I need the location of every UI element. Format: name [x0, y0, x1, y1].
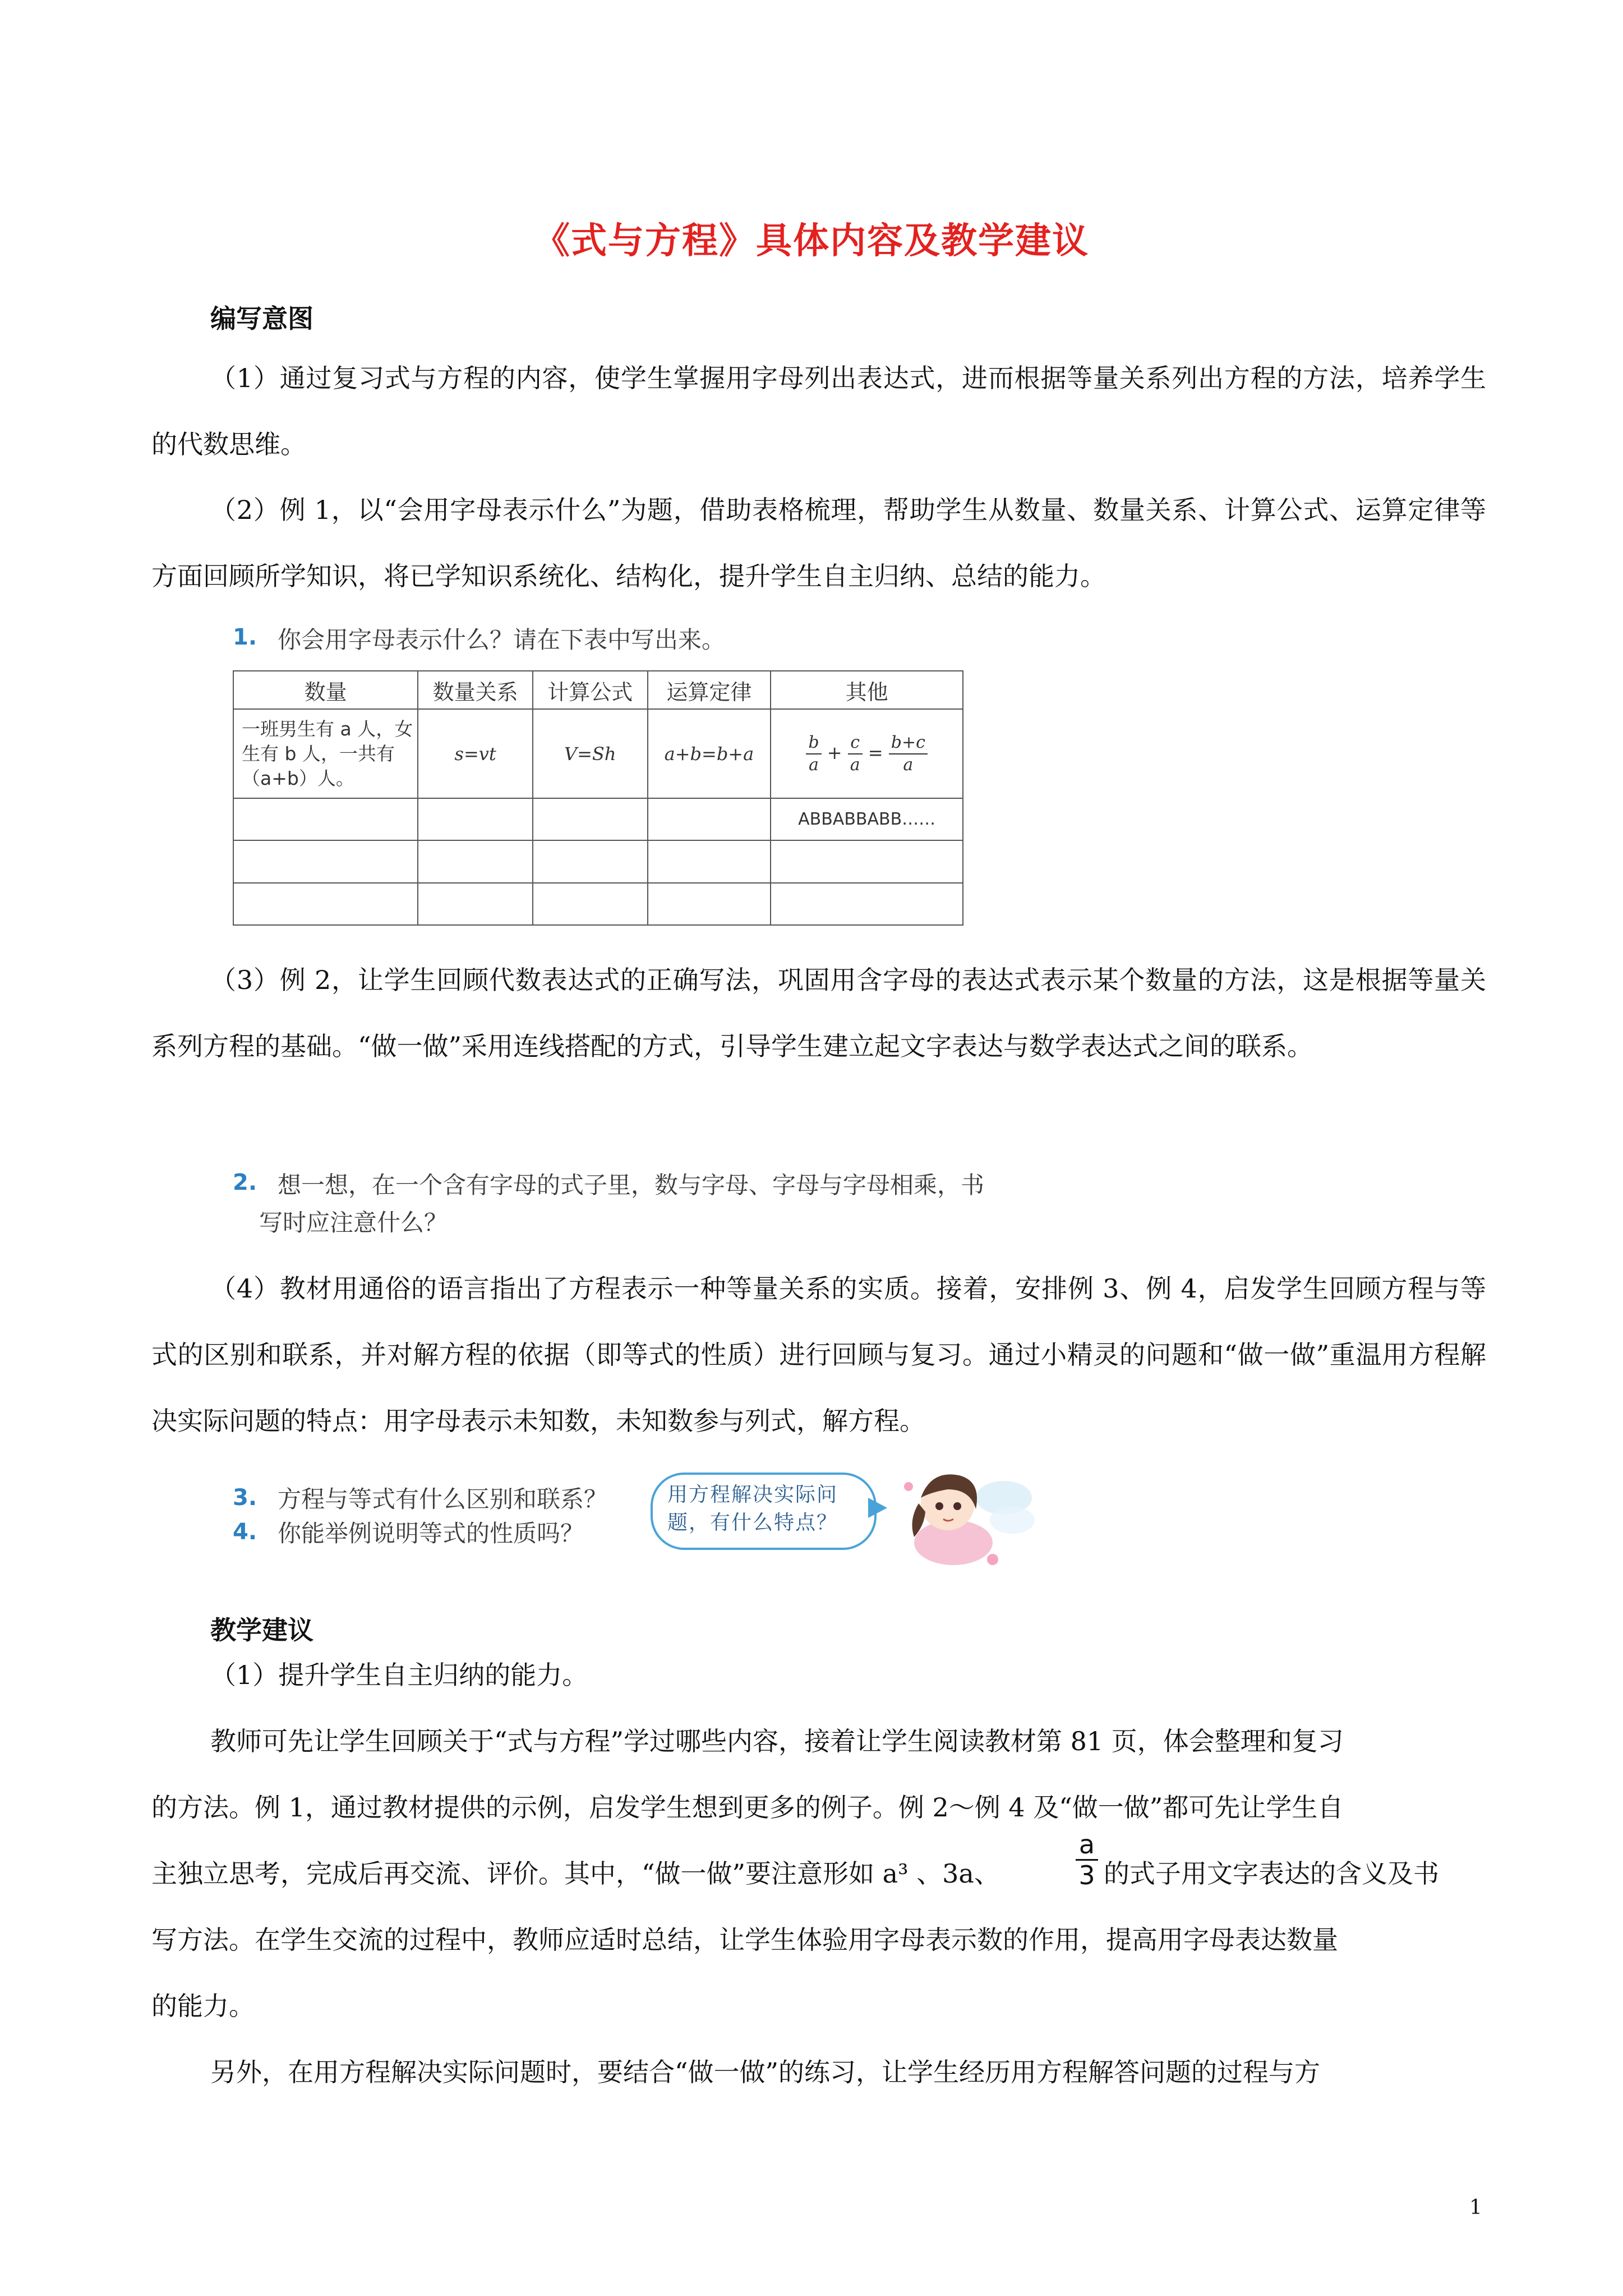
paragraph-5-line3b: 的式子用文字表达的含义及书	[1104, 1858, 1439, 1889]
table-header-cell: 运算定律	[648, 671, 771, 709]
table-header-cell: 数量	[233, 671, 418, 709]
paragraph-1	[151, 345, 1486, 477]
elf-character-icon	[892, 1458, 1038, 1582]
paragraph-1-text: （1）通过复习式与方程的内容，使学生掌握用字母列出表达式，进而根据等量关系列出方程的方法，培养学生的代数思维。	[151, 363, 1486, 459]
exercise-number: 4.	[233, 1519, 257, 1545]
speech-bubble-text: 用方程解决实际问题，有什么特点？	[667, 1483, 838, 1534]
paragraph-5-line4: 写方法。在学生交流的过程中，教师应适时总结，让学生体验用字母表示数的作用，提高用字母表达数量	[151, 1925, 1338, 1955]
paragraph-5-line5: 的能力。	[151, 1991, 255, 2021]
table-cell	[233, 798, 418, 840]
paragraph-4-text: （4）教材用通俗的语言指出了方程表示一种等量关系的实质。接着，安排例 3、例 4，启发学生回顾方程与等式的区别和联系，并对解方程的依据（即等式的性质）进行回顾与复习。通过小精灵的问题和“做一做”重温用方程解决实际问题的特点：用字母表示未知数，未知数参与列式，解方程。	[151, 1273, 1486, 1436]
table-cell	[648, 798, 771, 840]
paragraph-3-text: （3）例 2，让学生回顾代数表达式的正确写法，巩固用含字母的表达式表示某个数量的方法，这是根据等量关系列方程的基础。“做一做”采用连线搭配的方式，引导学生建立起文字表达与数学表达式之间的联系。	[151, 965, 1486, 1061]
suggestion-1-title: （1）提升学生自主归纳的能力。	[210, 1660, 588, 1690]
table-header-row	[233, 671, 963, 709]
table-cell	[418, 883, 533, 925]
fraction	[889, 732, 928, 776]
paragraph-2-text: （2）例 1，以“会用字母表示什么”为题，借助表格梳理，帮助学生从数量、数量关系、计算公式、运算定律等方面回顾所学知识，将已学知识系统化、结构化，提升学生自主归纳、总结的能力。	[151, 495, 1486, 591]
numerator: c	[848, 732, 863, 754]
section-heading-teaching-suggestions: 教学建议	[210, 1615, 313, 1645]
table-cell	[533, 840, 648, 882]
denominator: 3	[1078, 1860, 1095, 1890]
section-heading-writing-intent: 编写意图	[210, 303, 313, 334]
table-cell	[648, 883, 771, 925]
exercise-question-4: 你能举例说明等式的性质吗？	[278, 1520, 584, 1547]
table-header-cell: 计算公式	[533, 671, 648, 709]
table-cell	[418, 840, 533, 882]
page-title: 《式与方程》具体内容及教学建议	[534, 220, 1089, 262]
table-cell-formula	[771, 709, 963, 798]
paragraph-6: 另外，在用方程解决实际问题时，要结合“做一做”的练习，让学生经历用方程解答问题的过程与方	[210, 2057, 1321, 2087]
exercise-number: 2.	[233, 1170, 257, 1195]
fraction	[806, 732, 821, 776]
paragraph-5-line2: 的方法。例 1，通过教材提供的示例，启发学生想到更多的例子。例 2～例 4 及“做一做”都可先让学生自	[151, 1792, 1344, 1823]
numerator: b+c	[889, 732, 928, 754]
fraction-a-over-3	[1076, 1830, 1098, 1890]
paragraph-4	[151, 1255, 1486, 1454]
table-cell	[233, 883, 418, 925]
numerator: a	[1076, 1830, 1098, 1861]
exercise-text-line2: 写时应注意什么？	[259, 1209, 448, 1236]
paragraph-5-line1: 教师可先让学生回顾关于“式与方程”学过哪些内容，接着让学生阅读教材第 81 页，体会整理和复习	[210, 1726, 1344, 1756]
table-header-cell: 数量关系	[418, 671, 533, 709]
plus-sign: +	[827, 742, 842, 763]
table-row	[233, 883, 963, 925]
denominator: a	[850, 754, 860, 775]
exercise-number: 1.	[233, 624, 257, 650]
table-cell	[533, 883, 648, 925]
table-cell	[771, 883, 963, 925]
speech-bubble-tail	[868, 1498, 887, 1518]
table-cell: 一班男生有 a 人，女生有 b 人，一共有（a+b）人。	[233, 709, 418, 798]
table-cell: a+b=b+a	[648, 709, 771, 798]
table-row	[233, 840, 963, 882]
table-row	[233, 798, 963, 840]
table-cell	[533, 798, 648, 840]
table-cell	[233, 840, 418, 882]
table-cell: ABBABBABB……	[771, 798, 963, 840]
numerator: b	[806, 732, 821, 754]
excerpt-table	[233, 670, 963, 926]
table-cell: s=vt	[418, 709, 533, 798]
denominator: a	[903, 754, 914, 775]
exercise-question-3: 方程与等式有什么区别和联系？	[278, 1485, 608, 1513]
paragraph-3	[151, 947, 1486, 1079]
table-cell	[771, 840, 963, 882]
exercise-text-line1: 想一想，在一个含有字母的式子里，数与字母、字母与字母相乘，书	[278, 1171, 985, 1199]
fraction	[848, 732, 863, 776]
equals-sign: =	[868, 742, 883, 763]
paragraph-5-line3a: 主独立思考，完成后再交流、评价。其中，“做一做”要注意形如 a³ 、3a、	[151, 1858, 1000, 1889]
exercise-number: 3.	[233, 1485, 257, 1511]
table-header-cell: 其他	[771, 671, 963, 709]
table-cell	[648, 840, 771, 882]
table-row	[233, 709, 963, 798]
table-cell	[418, 798, 533, 840]
page-number: 1	[1469, 2196, 1482, 2219]
denominator: a	[809, 754, 819, 775]
paragraph-2	[151, 477, 1486, 609]
exercise-question: 你会用字母表示什么？请在下表中写出来。	[278, 626, 726, 654]
table-cell: V=Sh	[533, 709, 648, 798]
